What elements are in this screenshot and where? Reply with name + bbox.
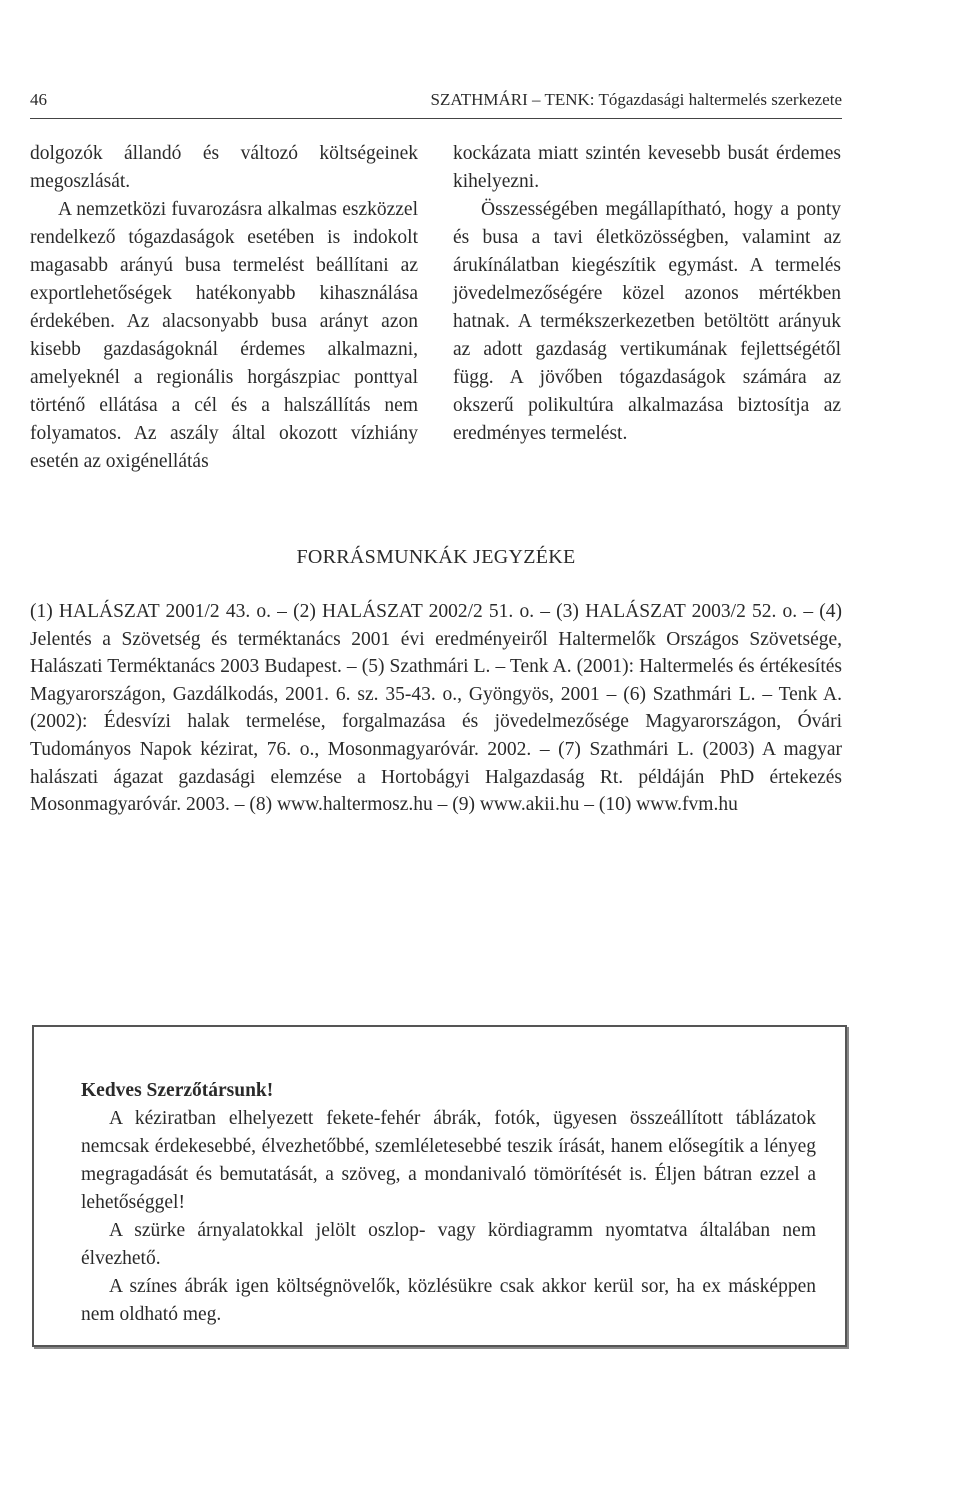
- right-paragraph-2: Összességében megállapítható, hogy a ponty és busa a tavi életközösségben, valamint az árukínálatban kiegészítik egymást. A termelés jövedelmezőségére közel azonos mértékben hatnak. A termékszerkezetben betöltött arányuk az adott gazdaság vertikumának fejlettségétől függ. A jövőben tógazdaságok számára az okszerű polikultúra alkalmazása biztosítja az eredményes termelést.: [453, 199, 841, 444]
- notice-box: [32, 1025, 847, 1347]
- references-title: FORRÁSMUNKÁK JEGYZÉKE: [296, 546, 576, 568]
- right-column: [453, 140, 841, 448]
- notice-content: [81, 1077, 816, 1329]
- references-list: (1) HALÁSZAT 2001/2 43. o. – (2) HALÁSZAT 2002/2 51. o. – (3) HALÁSZAT 2003/2 52. o. – (4) Jelentés a Szövetség és terméktanács 2001 évi eredményeiről Haltermelők Országos Szövetsége, Halászati Terméktanács 2003 Budapest. – (5) Szathmári L. – Tenk A. (2001): Haltermelés és értékesítés Magyarországon, Gazdálkodás, 2001. 6. sz. 35-43. o., Gyöngyös, 2001 – (6) Szathmári L. – Tenk A. (2002): Édesvízi halak termelése, forgalmazása és jövedelmezősége Magyarországon, Óvári Tudományos Napok kézirat, 76. o., Mosonmagyaróvár. 2002. – (7) Szathmári L. (2003) A magyar halászati ágazat gazdasági elemzése a Hortobágyi Halgazdaság Rt. példáján PhD értekezés Mosonmagyaróvár. 2003. – (8) www.haltermosz.hu – (9) www.akii.hu – (10) www.fvm.hu: [30, 601, 842, 816]
- notice-paragraph-1: A kéziratban elhelyezett fekete-fehér ábrák, fotók, ügyesen összeállított táblázatok nemcsak érdekesebbé, élvezhetőbbé, szemléletesebbé teszik írását, hanem elősegítik a lényeg megragadását és bemutatását, a szöveg, a mondanivaló tömörítését is. Éljen bátran ezzel a lehetőséggel!: [81, 1108, 816, 1213]
- notice-title: Kedves Szerzőtársunk!: [81, 1080, 274, 1101]
- page-header: [30, 90, 842, 119]
- running-title: SZATHMÁRI – TENK: Tógazdasági haltermelés szerkezete: [430, 90, 842, 109]
- notice-paragraph-2: A szürke árnyalatokkal jelölt oszlop- vagy kördiagramm nyomtatva általában nem élvezhető.: [81, 1220, 816, 1269]
- notice-paragraph-3: A színes ábrák igen költségnövelők, közlésükre csak akkor kerül sor, ha ex másképpen nem oldható meg.: [81, 1276, 816, 1325]
- left-paragraph-2: A nemzetközi fuvarozásra alkalmas eszközzel rendelkező tógazdaságok esetében is indokolt magasabb arányú busa termelést beállítani az exportlehetőségek hatékonyabb kihasználása érdekében. Az alacsonyabb busa arányt azon kisebb gazdaságoknál érdemes alkalmazni, amelyeknél a regionális horgászpiac ponttyal történő ellátása a cél és a halszállítás nem folyamatos. Az aszály által okozott vízhiány esetén az oxigénellátás: [30, 199, 418, 472]
- left-column: [30, 140, 418, 476]
- page-number: 46: [30, 90, 47, 109]
- right-paragraph-1: kockázata miatt szintén kevesebb busát érdemes kihelyezni.: [453, 143, 841, 192]
- left-paragraph-1: dolgozók állandó és változó költségeinek megoszlását.: [30, 143, 418, 192]
